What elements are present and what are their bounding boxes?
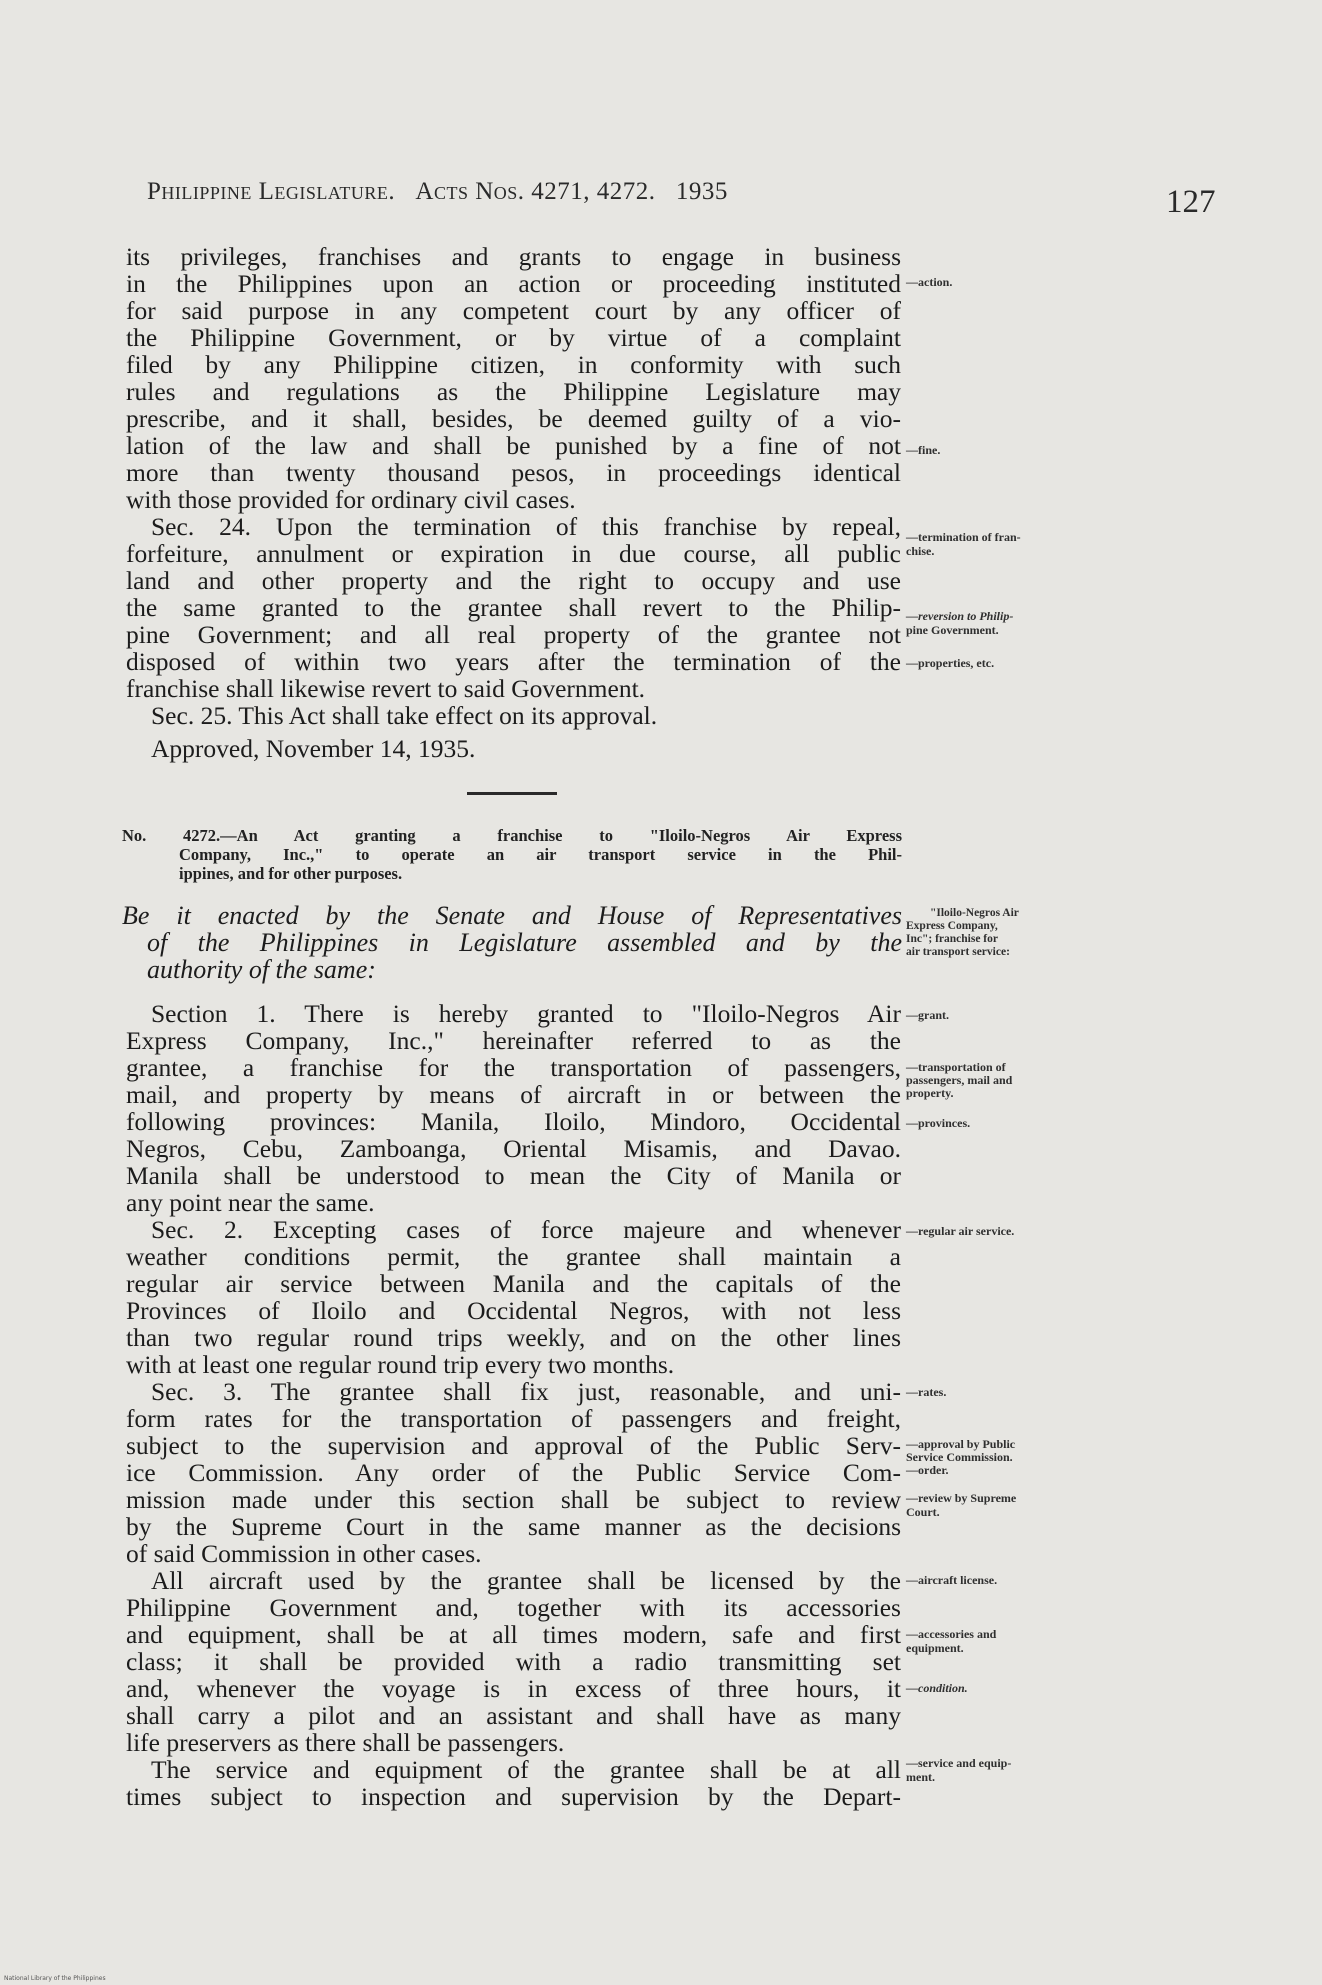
margin-note-fine: —fine. bbox=[906, 443, 941, 457]
text-line: more than twenty thousand pesos, in proceedings identical bbox=[126, 458, 901, 487]
aircraft-paragraph bbox=[126, 1567, 901, 1756]
margin-note-transportation: —transportation of passengers, mail and property. bbox=[906, 1060, 1013, 1100]
text-line: Express Company, Inc.," hereinafter referred to as the bbox=[126, 1026, 901, 1055]
text-line: ice Commission. Any order of the Public Service Com- bbox=[126, 1458, 901, 1487]
text-line: than two regular round trips weekly, and on the other lines bbox=[126, 1323, 901, 1352]
text-line: mail, and property by means of aircraft in or between the bbox=[126, 1080, 901, 1109]
text-line: of the Philippines in Legislature assembled and by the bbox=[147, 928, 902, 957]
text-line: All aircraft used by the grantee shall be licensed by the bbox=[151, 1566, 901, 1595]
text-line: in the Philippines upon an action or proceeding instituted bbox=[126, 269, 901, 298]
text-line: following provinces: Manila, Iloilo, Mindoro, Occidental bbox=[126, 1107, 901, 1136]
text-line: the same granted to the grantee shall revert to the Philip- bbox=[126, 593, 901, 622]
text-line: for said purpose in any competent court by any officer of bbox=[126, 296, 901, 325]
approved-line: Approved, November 14, 1935. bbox=[151, 734, 476, 763]
margin-note-franchise-title: "Iloilo-Negros Air Express Company, Inc"; franchise for air transport service: bbox=[906, 907, 1019, 958]
text-line: The service and equipment of the grantee shall be at all bbox=[151, 1755, 901, 1784]
margin-note-provinces: —provinces. bbox=[906, 1116, 971, 1130]
margin-note-action: —action. bbox=[906, 275, 953, 289]
text-line: with those provided for ordinary civil cases. bbox=[126, 485, 576, 514]
margin-note-regular-service: —regular air service. bbox=[906, 1224, 1015, 1238]
text-line: any point near the same. bbox=[126, 1188, 375, 1217]
text-line: mission made under this section shall be subject to review bbox=[126, 1485, 901, 1514]
section-2 bbox=[126, 1216, 901, 1378]
act-heading bbox=[122, 826, 902, 883]
text-line: shall carry a pilot and an assistant and shall have as many bbox=[126, 1701, 901, 1730]
header-legislature: Philippine Legislature. bbox=[147, 178, 396, 205]
text-line: its privileges, franchises and grants to engage in business bbox=[126, 242, 901, 271]
section-24 bbox=[126, 513, 901, 729]
margin-note-accessories: —accessories and equipment. bbox=[906, 1627, 997, 1655]
text-line: weather conditions permit, the grantee shall maintain a bbox=[126, 1242, 901, 1271]
enacting-clause bbox=[122, 902, 902, 983]
running-header bbox=[147, 178, 728, 206]
margin-note-review: —review by Supreme Court. bbox=[906, 1491, 1017, 1519]
section-1 bbox=[126, 1000, 901, 1216]
margin-note-grant: —grant. bbox=[906, 1008, 949, 1022]
text-line: pine Government; and all real property of the grantee not bbox=[126, 620, 901, 649]
header-acts: Acts Nos. 4271, 4272. bbox=[415, 178, 656, 205]
approval-date bbox=[126, 735, 901, 762]
text-line: grantee, a franchise for the transportation of passengers, bbox=[126, 1053, 901, 1082]
act-heading-line: ippines, and for other purposes. bbox=[179, 864, 403, 883]
margin-note-rates: —rates. bbox=[906, 1385, 947, 1399]
library-watermark: National Library of the Philippines bbox=[4, 1975, 106, 1982]
text-line: subject to the supervision and approval of the Public Serv- bbox=[126, 1431, 901, 1460]
margin-note-approval: —approval by Public Service Commission. —order. bbox=[906, 1438, 1101, 1477]
text-line: Sec. 2. Excepting cases of force majeure and whenever bbox=[151, 1215, 901, 1244]
section-25: Sec. 25. This Act shall take effect on its approval. bbox=[151, 701, 658, 730]
text-line: forfeiture, annulment or expiration in due course, all public bbox=[126, 539, 901, 568]
continuation-paragraph bbox=[126, 243, 901, 513]
text-line: Philippine Government and, together with its accessories bbox=[126, 1593, 901, 1622]
margin-note-condition: —condition. bbox=[906, 1681, 968, 1695]
text-line: Be it enacted by the Senate and House of Representatives bbox=[122, 901, 902, 930]
text-line: Sec. 3. The grantee shall fix just, reasonable, and uni- bbox=[151, 1377, 901, 1406]
text-line: and equipment, shall be at all times modern, safe and first bbox=[126, 1620, 901, 1649]
text-line: Sec. 24. Upon the termination of this franchise by repeal, bbox=[151, 512, 901, 541]
margin-note-properties: —properties, etc. bbox=[906, 656, 995, 670]
margin-note-reversion: —reversion to Philip- pine Government. bbox=[906, 609, 1014, 637]
text-line: and, whenever the voyage is in excess of three hours, it bbox=[126, 1674, 901, 1703]
text-line: form rates for the transportation of passengers and freight, bbox=[126, 1404, 901, 1433]
page-number: 127 bbox=[1166, 184, 1216, 220]
margin-note-service-equipment: —service and equip- ment. bbox=[906, 1756, 1012, 1784]
text-line: disposed of within two years after the termination of the bbox=[126, 647, 901, 676]
text-line: land and other property and the right to occupy and use bbox=[126, 566, 901, 595]
text-line: prescribe, and it shall, besides, be deemed guilty of a vio- bbox=[126, 404, 901, 433]
text-line: with at least one regular round trip every two months. bbox=[126, 1350, 675, 1379]
text-line: class; it shall be provided with a radio transmitting set bbox=[126, 1647, 901, 1676]
text-line: the Philippine Government, or by virtue of a complaint bbox=[126, 323, 901, 352]
act-heading-line: No. 4272.—An Act granting a franchise to "Iloilo-Negros Air Express bbox=[122, 826, 902, 845]
text-line: franchise shall likewise revert to said Government. bbox=[126, 674, 646, 703]
text-line: times subject to inspection and supervision by the Depart- bbox=[126, 1782, 901, 1811]
section-3 bbox=[126, 1378, 901, 1567]
text-line: of said Commission in other cases. bbox=[126, 1539, 482, 1568]
text-line: regular air service between Manila and the capitals of the bbox=[126, 1269, 901, 1298]
header-year: 1935 bbox=[675, 178, 728, 205]
text-line: filed by any Philippine citizen, in conformity with such bbox=[126, 350, 901, 379]
margin-note-termination: —termination of fran- chise. bbox=[906, 530, 1021, 558]
margin-note-aircraft-license: —aircraft license. bbox=[906, 1573, 998, 1587]
text-line: lation of the law and shall be punished by a fine of not bbox=[126, 431, 901, 460]
service-paragraph bbox=[126, 1756, 901, 1810]
text-line: Section 1. There is hereby granted to "Iloilo-Negros Air bbox=[151, 999, 901, 1028]
text-line: Provinces of Iloilo and Occidental Negros, with not less bbox=[126, 1296, 901, 1325]
text-line: life preservers as there shall be passengers. bbox=[126, 1728, 565, 1757]
text-line: rules and regulations as the Philippine Legislature may bbox=[126, 377, 901, 406]
margin-note-order: —order. bbox=[906, 1463, 949, 1477]
section-divider bbox=[467, 792, 557, 795]
text-line: authority of the same: bbox=[147, 955, 376, 984]
text-line: Manila shall be understood to mean the City of Manila or bbox=[126, 1161, 901, 1190]
text-line: Negros, Cebu, Zamboanga, Oriental Misamis, and Davao. bbox=[126, 1134, 901, 1163]
text-line: by the Supreme Court in the same manner as the decisions bbox=[126, 1512, 901, 1541]
act-heading-line: Company, Inc.," to operate an air transport service in the Phil- bbox=[179, 845, 902, 864]
